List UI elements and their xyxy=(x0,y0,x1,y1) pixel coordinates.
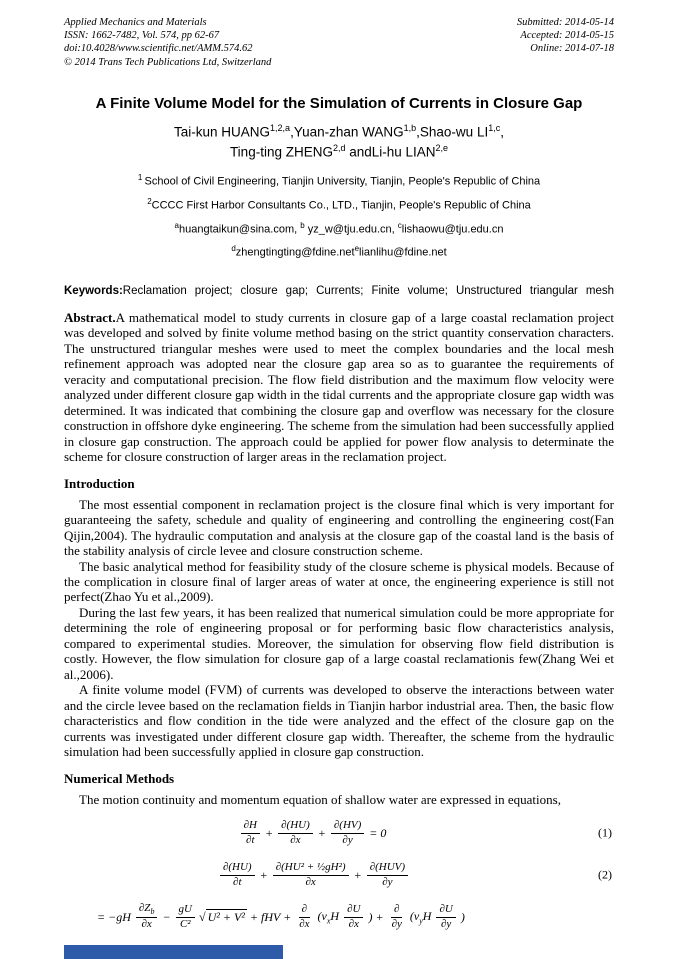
authors-line-2: Ting-ting ZHENG$^{2,d}$ andLi-hu LIAN$^{2,e}$ xyxy=(229,142,449,160)
affiliations xyxy=(64,173,614,259)
abstract-text: A mathematical model to study currents in closure gap of a large coastal reclamation project was developed and solved by finite volume method basing on the strict quantity conservation characters. The unstructured triangular meshes were used to meet the complex boundaries and the local mesh refinement approach was adopted near the closure gap area so as to guarantee the requirements of veracity and computational precision. The flow field distribution and the maximum flow velocity were analyzed under different closure gap width in the tidal currents and the appropriate closure gap width was determined. It was indicated that combining the closure gap and overflow was necessary for the closure construction in offshore dyke engineering. The scheme from the simulation had been successfully applied in closure gap construction. The approach could be applied for power flow analysis to determinate the scheme for closure construction of larger areas in the reclamation project. xyxy=(64,309,614,465)
journal-name: Applied Mechanics and Materials xyxy=(64,17,207,28)
journal-doi: doi:10.4028/www.scientific.net/AMM.574.62 xyxy=(64,43,253,55)
abstract-label: Abstract. xyxy=(64,309,116,325)
author-emails-line-1: $^a$huangtaikun@sina.com, $^b$ yz_w@tju.edu.cn, $^c$lishaowu@tju.edu.cn xyxy=(174,220,504,236)
equation-1: $\frac{\partial H}{\partial t}$ + $\frac{\partial(HU)}{\partial x}$ + $\frac{\partial(HV)}{\partial y}$ = 0 xyxy=(64,817,614,849)
authors-line-1: Tai-kun HUANG$^{1,2,a}$,Yuan-zhan WANG$^{1,b}$,Shao-wu LI$^{1,c}$, xyxy=(174,122,504,140)
equation-2-line-1: $\frac{\partial(HU)}{\partial t}$ + $\frac{\text{∂(HU² + ½gH²)}}{\partial x}$ + $\frac{\text{∂(HUV)}}{\partial y}$ xyxy=(64,859,614,891)
online-date: Online: 2014-07-18 xyxy=(530,43,614,55)
intro-paragraph-2: The basic analytical method for feasibility study of the closure scheme is physical models. Because of the complication in closure final of larger areas of water at once, the engineering experience is still not perfect(Zhao Yu et al.,2009). xyxy=(64,558,614,605)
keywords-line xyxy=(64,285,614,297)
footer-bar xyxy=(64,945,283,959)
section-heading-introduction: Introduction xyxy=(64,475,135,491)
authors xyxy=(64,122,614,161)
equation-2-line-2: = −gH $\frac{\partial Z_b}{\partial x}$ − $\frac{gU}{\text{C²}}$ √ U² + V² + fHV + $\frac{\partial}{\partial x}$ ($\nu_xH$ $\frac{\partial U}{\partial x}$ ) + $\frac{\partial}{\partial y}$ ($\nu_yH$ $\frac{\partial U}{\partial y}$ ) xyxy=(97,902,465,931)
equation-2-line-2-block xyxy=(64,901,614,933)
submitted-date: Submitted: 2014-05-14 xyxy=(516,17,614,28)
intro-paragraph-3: During the last few years, it has been realized that numerical simulation could be more appropriate for determining the role of engineering proposal or for performing basic flow characteristics analysis, compared to experimental studies. Moreover, the simulation for observing flow field distribution is costly. However, the flow simulation for closure gap of a large coastal reclamationis few(Zhang Wei et al.,2006). xyxy=(64,604,614,682)
affiliation-1: $^1$ School of Civil Engineering, Tianjin University, Tianjin, People's Republic of China xyxy=(137,173,541,188)
equation-1-number: (1) xyxy=(598,825,612,840)
paper-title: A Finite Volume Model for the Simulation of Currents in Closure Gap xyxy=(95,94,583,112)
journal-header xyxy=(64,16,614,69)
equation-2-number: (2) xyxy=(598,867,612,882)
equation-2-block xyxy=(64,859,614,891)
journal-issn-volume: ISSN: 1662-7482, Vol. 574, pp 62-67 xyxy=(64,30,220,42)
intro-paragraph-1: The most essential component in reclamation project is the closure final which is very important for guaranteeing the safety, schedule and quality of engineering and controlling the engineering cost(Fan Qijin,2004). The hydraulic computation and analysis at the closure gap of the coastal land is the basis of the stability analysis of circle levee and closure construction scheme. xyxy=(64,496,614,559)
author-emails-line-2: $^d$zhengtingting@fdine.net$^e$lianlihu@fdine.net xyxy=(231,244,447,259)
affiliation-2: $^2$CCCC First Harbor Consultants Co., LTD., Tianjin, People's Republic of China xyxy=(147,196,531,212)
abstract xyxy=(64,310,614,465)
submission-info xyxy=(517,16,614,69)
journal-copyright: © 2014 Trans Tech Publications Ltd, Switzerland xyxy=(64,56,272,68)
section-heading-numerical-methods: Numerical Methods xyxy=(64,770,175,786)
keywords-text: Reclamation project; closure gap; Currents; Finite volume; Unstructured triangular mesh xyxy=(122,284,614,297)
keywords-label: Keywords: xyxy=(64,284,123,297)
intro-paragraph-4: A finite volume model (FVM) of currents was developed to observe the interactions between water and the circle levee based on the reclamation fields in Tianjin harbor industrial area. Then, the basic flow characteristics and flow condition in the tide were analyzed and the effect of the closure gap on the currents was investigated under different closure gap width. Thereafter, the scheme from the hydraulic simulation had been successfully applied in closure gap construction. xyxy=(64,682,614,760)
equation-1-block xyxy=(64,817,614,849)
accepted-date: Accepted: 2014-05-15 xyxy=(520,30,614,42)
journal-info xyxy=(64,16,271,69)
methods-paragraph-1: The motion continuity and momentum equation of shallow water are expressed in equations, xyxy=(79,791,561,807)
